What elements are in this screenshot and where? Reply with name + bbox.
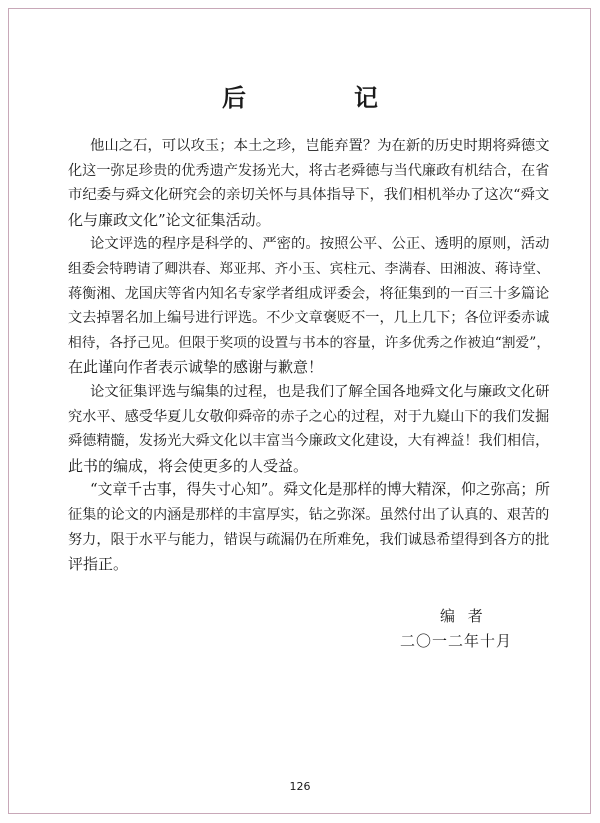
signature-editor: 编 者 [440,607,487,625]
text-line: 化这一弥足珍贵的优秀遗产发扬光大，将古老舜德与当代廉政有机结合，在省 [68,162,550,179]
text-line: 评指正。 [68,555,129,574]
text-line: 文去掉署名加上编号进行评选。不少文章褒贬不一，几上几下；各位评委赤诚 [68,310,550,327]
text-line: “文章千古事，得失寸心知”。舜文化是那样的博大精深，仰之弥高；所 [90,481,551,499]
page-number: 126 [289,780,311,793]
text-line: 化与廉政文化”论文征集活动。 [68,210,271,229]
text-line: 在此谨向作者表示诚挚的感谢与歉意！ [68,358,324,377]
text-line: 努力，限于水平与能力，错误与疏漏仍在所难免，我们诚恳希望得到各方的批 [68,531,550,548]
text-line: 论文评选的程序是科学的、严密的。按照公平、公正、透明的原则，活动 [90,236,550,253]
paragraph-1 [68,134,550,232]
text-line: 组委会特聘请了卿洪春、郑亚邦、齐小玉、宾柱元、李满春、田湘波、蒋诗堂、 [68,260,550,277]
page-title: 后 记 [222,84,420,112]
text-line: 市纪委与舜文化研究会的亲切关怀与具体指导下，我们相机举办了这次“舜文 [68,187,550,204]
text-line: 相待，各抒己见。但限于奖项的设置与书本的容量，许多优秀之作被迫“割爱”， [68,334,551,351]
paragraph-2 [68,232,551,380]
text-line: 此书的编成，将会使更多的人受益。 [68,456,309,475]
text-line: 蒋衡湘、龙国庆等省内知名专家学者组成评委会，将征集到的一百三十多篇论 [68,285,550,302]
paragraph-3 [68,380,550,478]
body-text [68,134,551,577]
signature-date: 二〇一二年十月 [400,632,513,650]
text-line: 他山之石，可以攻玉；本土之珍，岂能弃置？为在新的历史时期将舜德文 [90,138,550,154]
text-line: 究水平、感受华夏儿女敬仰舜帝的赤子之心的过程，对于九嶷山下的我们发掘 [68,408,550,425]
text-line: 论文征集评选与编集的过程，也是我们了解全国各地舜文化与廉政文化研 [90,383,550,400]
text-line: 舜德精髓，发扬光大舜文化以丰富当今廉政文化建设，大有裨益！我们相信， [68,433,550,450]
text-line: 征集的论文的内涵是那样的丰富厚实，钻之弥深。虽然付出了认真的、艰苦的 [68,506,550,523]
paragraph-4 [68,478,551,576]
